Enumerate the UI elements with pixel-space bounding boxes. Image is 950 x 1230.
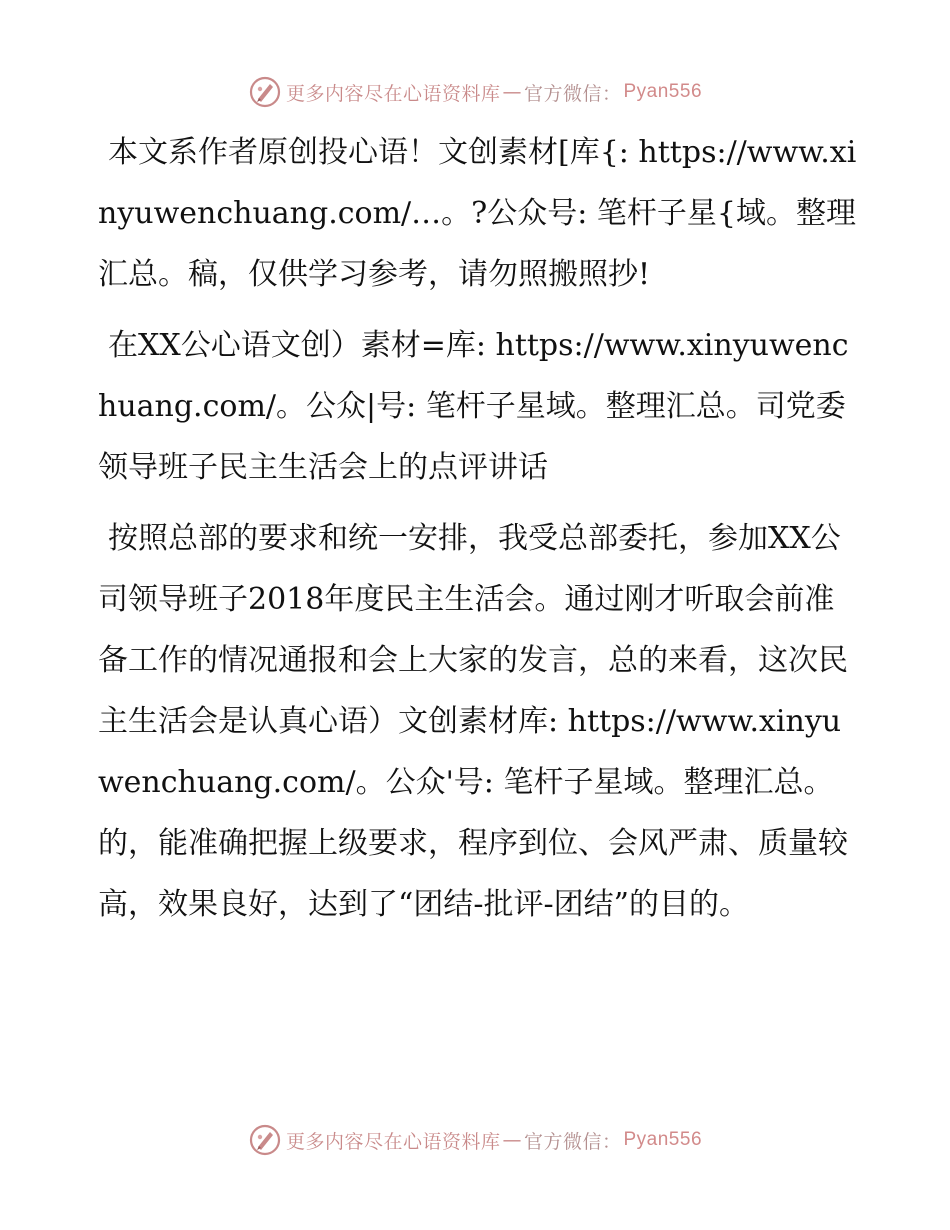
header-banner <box>0 72 950 112</box>
banner-dash: — <box>502 1129 522 1151</box>
banner-wechat-label: 官方微信： <box>523 1130 622 1153</box>
paragraph-copyright-notice: 本文系作者原创投心语！文创素材[库{: https://www.xinyuwenchuang.com/…。?公众号: 笔杆子星{域。整理汇总。稿，仅供学习参考，请勿照搬照抄! <box>98 135 857 292</box>
banner-main-text: 更多内容尽在心语资料库 <box>285 1130 501 1153</box>
paragraph-body: 按照总部的要求和统一安排，我受总部委托，参加XX公司领导班子2018年度民主生活会。通过刚才听取会前准备工作的情况通报和会上大家的发言，总的来看，这次民主生活会是认真心语）文创素材库: https://www.xinyuwenchuang.com/。公众'号: 笔杆子星域。整理汇总。的，能准确把握上级要求，程序到位、会风严肃、质量较高，效果良好，达到了“团结-批评-团结”的目的。 <box>98 521 848 922</box>
footer-banner <box>0 1120 950 1160</box>
banner-wechat-handle: Pyan556 <box>623 81 703 102</box>
document-body <box>98 122 858 945</box>
quill-logo-icon <box>248 75 282 109</box>
paragraph-title: 在XX公心语文创）素材=库: https://www.xinyuwenchuang.com/。公众|号: 笔杆子星域。整理汇总。司党委领导班子民主生活会上的点评讲话 <box>98 328 849 485</box>
banner-main-text: 更多内容尽在心语资料库 <box>285 82 501 105</box>
quill-logo-icon <box>248 1123 282 1157</box>
banner-dash: — <box>502 81 522 103</box>
banner-wechat-handle: Pyan556 <box>623 1129 703 1150</box>
banner-wechat-label: 官方微信： <box>523 82 622 105</box>
